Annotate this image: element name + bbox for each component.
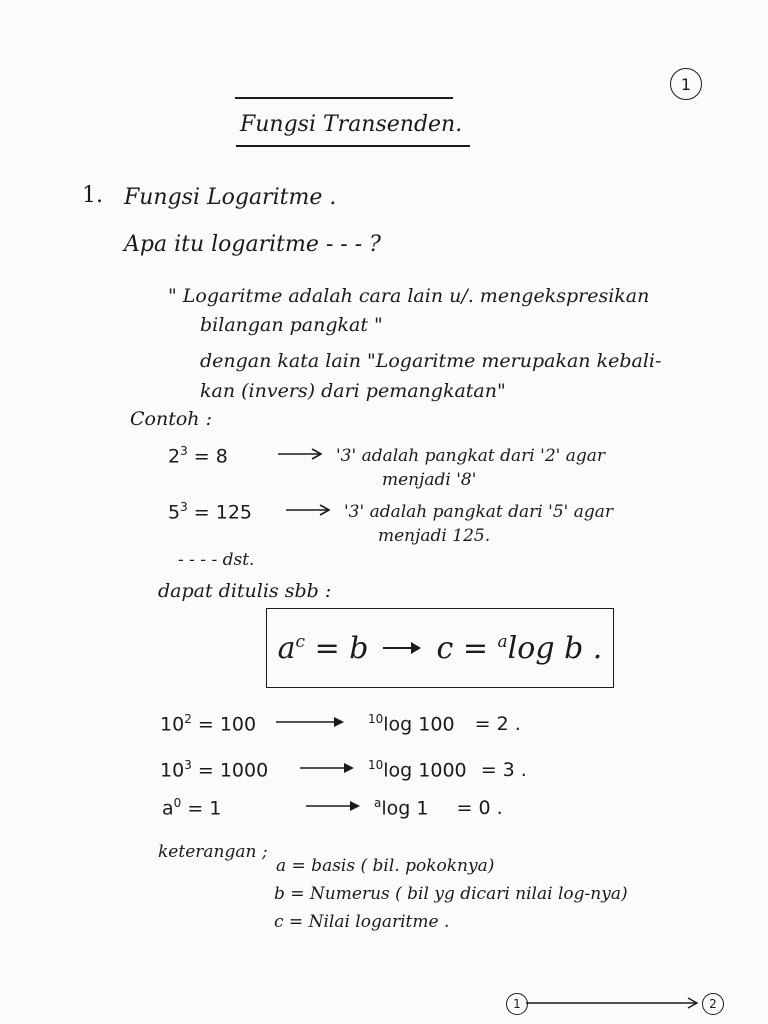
formula-left-base: a xyxy=(277,630,296,666)
formula-right-sup: a xyxy=(497,631,508,652)
log-example-1-arrow-icon xyxy=(274,714,350,730)
formula-right-rest: log b . xyxy=(507,630,603,666)
log-example-1-exp: 2 xyxy=(184,712,192,726)
page-title: Fungsi Transenden. xyxy=(240,112,463,137)
example-2-result: = 125 xyxy=(193,501,253,524)
formula-right-pre: c = xyxy=(436,630,488,666)
example-2-exp: 3 xyxy=(180,500,188,514)
log-example-1-log: log 100 xyxy=(383,713,455,736)
page-number: 1 xyxy=(680,74,692,94)
log-example-1-res: = 2 . xyxy=(474,713,521,736)
footer-arrow-icon xyxy=(526,995,702,1011)
definition-line-3: dengan kata lain "Logaritme merupakan kebali- xyxy=(200,350,662,372)
definition-line-4: kan (invers) dari pemangkatan" xyxy=(200,380,506,402)
example-1-arrow-icon xyxy=(276,446,326,462)
example-label: Contoh : xyxy=(130,408,212,430)
example-1-text-1: '3' adalah pangkat dari '2' agar xyxy=(336,446,605,466)
question-text: Apa itu logaritme - - - ? xyxy=(124,232,381,257)
log-example-2-left xyxy=(160,758,268,781)
log-example-1-sup: 10 xyxy=(368,712,384,726)
note-2: b = Numerus ( bil yg dicari nilai log-nya) xyxy=(274,884,628,904)
footer-to-badge xyxy=(702,993,724,1015)
log-example-3-arrow-icon xyxy=(304,798,366,814)
log-example-1-right xyxy=(368,712,521,735)
definition-line-1: " Logaritme adalah cara lain u/. mengekspresikan xyxy=(168,285,650,307)
example-2-arrow-icon xyxy=(284,502,334,518)
title-top-rule xyxy=(235,97,453,99)
example-1-text-2: menjadi '8' xyxy=(382,470,477,490)
log-example-2-right xyxy=(368,758,527,781)
formula-left-exp: c xyxy=(295,631,306,652)
log-example-3-left xyxy=(162,796,221,819)
section-heading: Fungsi Logaritme . xyxy=(124,185,337,210)
log-example-3-sup: a xyxy=(374,796,382,810)
footer-from-badge xyxy=(506,993,528,1015)
example-1-result: = 8 xyxy=(193,445,228,468)
notes-label: keterangan ; xyxy=(158,842,268,862)
formula-right xyxy=(437,631,603,666)
example-2-text-1: '3' adalah pangkat dari '5' agar xyxy=(344,502,613,522)
section-number: 1. xyxy=(82,183,103,208)
example-1-base: 2 xyxy=(168,445,181,468)
log-example-3-exp: 0 xyxy=(173,796,182,810)
note-1: a = basis ( bil. pokoknya) xyxy=(276,856,495,876)
log-example-2-res: = 3 . xyxy=(480,759,527,782)
formula-arrow-icon xyxy=(381,638,425,658)
log-example-2-eq: = 1000 xyxy=(197,759,269,782)
page-number-badge xyxy=(670,68,702,100)
log-example-3-right xyxy=(374,796,503,819)
written-as-text: dapat ditulis sbb : xyxy=(158,580,332,602)
log-example-2-arrow-icon xyxy=(298,760,360,776)
footer-to: 2 xyxy=(709,997,717,1011)
log-example-2-exp: 3 xyxy=(184,758,192,772)
example-1-equation xyxy=(168,444,228,467)
etc-text: - - - - dst. xyxy=(178,550,255,570)
formula-box xyxy=(266,608,614,688)
log-example-3-base: a xyxy=(162,797,174,820)
log-example-2-sup: 10 xyxy=(368,758,384,772)
formula-left-rest: = b xyxy=(314,630,369,666)
log-example-2-log: log 1000 xyxy=(383,759,467,782)
formula-left xyxy=(278,631,369,666)
log-example-1-base: 10 xyxy=(160,713,185,736)
log-example-1-eq: = 100 xyxy=(197,713,257,736)
log-example-1-left xyxy=(160,712,256,735)
example-1-exp: 3 xyxy=(180,444,188,458)
note-3: c = Nilai logaritme . xyxy=(274,912,450,932)
definition-line-2: bilangan pangkat " xyxy=(200,314,383,336)
log-example-3-eq: = 1 xyxy=(187,797,222,820)
example-2-base: 5 xyxy=(168,501,181,524)
log-example-2-base: 10 xyxy=(160,759,185,782)
log-example-3-log: log 1 xyxy=(381,797,429,820)
log-example-3-res: = 0 . xyxy=(456,797,503,820)
title-bottom-rule xyxy=(236,145,470,147)
footer-from: 1 xyxy=(513,997,521,1011)
example-2-text-2: menjadi 125. xyxy=(378,526,491,546)
example-2-equation xyxy=(168,500,252,523)
